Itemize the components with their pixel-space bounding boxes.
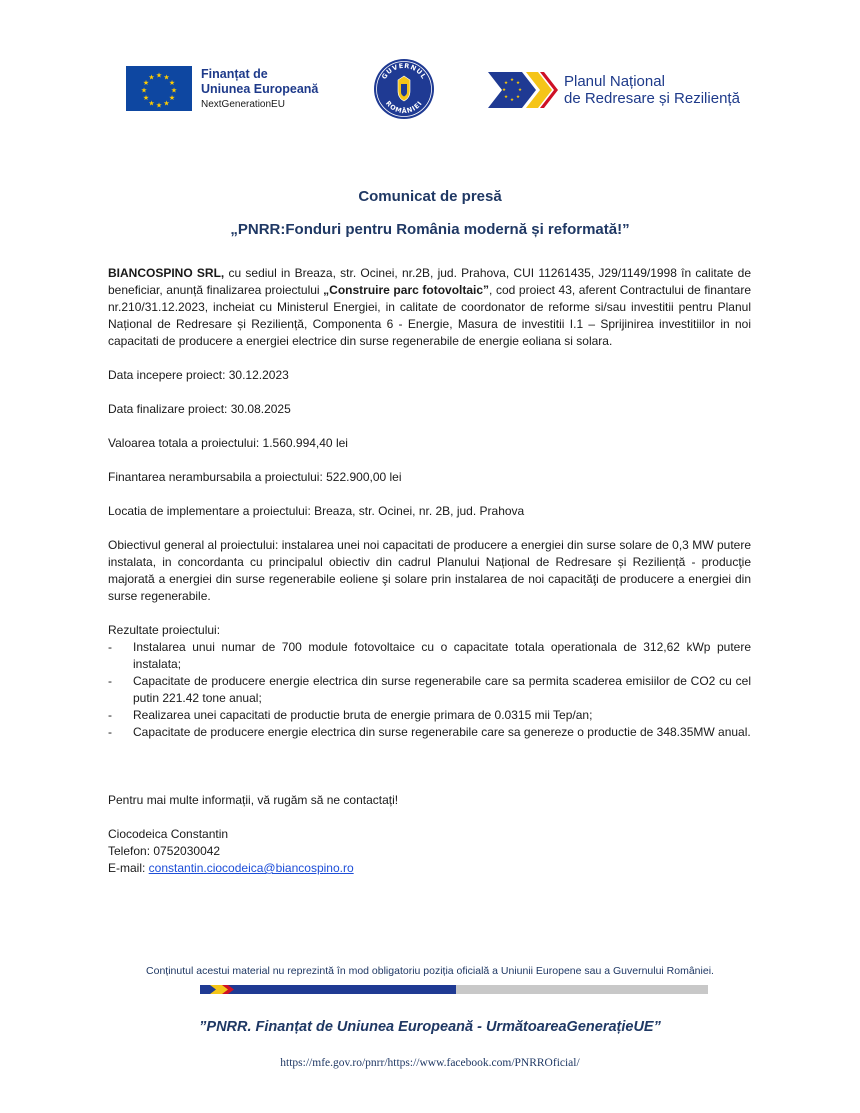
footer-disclaimer: Conținutul acestui material nu reprezintă în mod obligatoriu poziția oficială a Uniunii Europene sau a Guvernului României. xyxy=(146,965,714,977)
end-date: Data finalizare proiect: 30.08.2025 xyxy=(108,402,291,416)
list-item: - Capacitate de producere energie electrica din surse regenerabile care sa permita scaderea emisiilor de CO2 cu cel putin 221.42 tone anual; xyxy=(108,674,751,705)
svg-text:★: ★ xyxy=(148,99,155,108)
result-text: Realizarea unei capacitati de productie bruta de energie primara de 0.0315 mii Tep/an; xyxy=(133,708,593,722)
svg-text:★: ★ xyxy=(503,81,509,86)
objective-paragraph: Obiectivul general al proiectului: instalarea unei noi capacitati de producere a energiei din surse solare de 0,3 MW putere instalata, in concordanta cu principalul obiectiv din cadrul Planului Național de Redresare și Reziliență - producţie majorată a energiei din surse regenerabile eoliene şi solare prin instalarea de noi capacităţi de producere a energiei din surse regenerabile. xyxy=(108,538,751,603)
list-item: - Realizarea unei capacitati de productie bruta de energie primara de 0.0315 mii Tep/an; xyxy=(108,708,593,722)
svg-text:★: ★ xyxy=(163,73,170,82)
company-name: BIANCOSPINO SRL, xyxy=(108,266,225,280)
eu-logo-line2: Uniunea Europeană xyxy=(201,81,319,96)
list-item: - Capacitate de producere energie electrica din surse regenerabile care sa genereze o productie de 348.35MW anual. xyxy=(108,725,751,739)
result-text: Capacitate de producere energie electrica din surse regenerabile care sa permita scaderea emisiilor de CO2 cu cel putin 221.42 tone anual; xyxy=(133,674,751,705)
results-heading: Rezultate proiectului: xyxy=(108,623,221,637)
contact-email-row xyxy=(108,860,751,877)
intro-text-1: cu sediul in Breaza, str. Ocinei, nr.2B, jud. Prahova, CUI 11261435, J29/1149/1998 în calitate de beneficiar, anunță finalizarea proiectului xyxy=(108,266,751,297)
eu-flag-icon xyxy=(126,66,192,111)
eu-logo-line3: NextGenerationEU xyxy=(201,98,285,110)
result-text: Instalarea unui numar de 700 module fotovoltaice cu o capacitate totala operationala de 312,62 kWp putere instalata; xyxy=(133,640,751,671)
pnrr-logo xyxy=(488,70,740,110)
svg-text:★: ★ xyxy=(140,86,148,95)
logo-bar xyxy=(0,58,860,128)
government-seal-icon xyxy=(373,58,435,120)
svg-text:★: ★ xyxy=(509,78,515,83)
seal-bottom-text: ROMÂNIEI xyxy=(383,99,425,116)
footer-links[interactable]: https://mfe.gov.ro/pnrr/https://www.facebook.com/PNRROficial/ xyxy=(280,1057,580,1069)
location: Locatia de implementare a proiectului: Breaza, str. Ocinei, nr. 2B, jud. Prahova xyxy=(108,504,525,518)
eu-logo-line1: Finanțat de xyxy=(201,66,268,81)
contact-intro: Pentru mai multe informații, vă rugăm să ne contactați! xyxy=(108,793,399,807)
total-value: Valoarea totala a proiectului: 1.560.994,40 lei xyxy=(108,436,348,450)
intro-paragraph xyxy=(108,265,751,350)
eu-funding-logo xyxy=(126,66,318,111)
svg-text:★: ★ xyxy=(148,73,155,82)
email-link[interactable]: constantin.ciocodeica@biancospino.ro xyxy=(148,861,354,875)
intro-text-2: , cod proiect 43, aferent Contractului de finantare nr.210/31.12.2023, incheiat cu Ministerul Energiei, in calitate de coordonator de reforme si/sau investitii pentru Planul Național de Redresare și Reziliență, Componenta 6 - Energie, Masura de investitii I.1 – Sprijinirea investitiilor in noi capacitati de producere a energiei electrice din surse regenerabile de energie eoliana si solara. xyxy=(108,283,752,348)
svg-text:★: ★ xyxy=(163,99,170,108)
pnrr-logo-line1: Planul Național xyxy=(564,72,665,90)
list-item: - Instalarea unui numar de 700 module fotovoltaice cu o capacitate totala operationala de 312,62 kWp putere instalata; xyxy=(108,640,751,671)
start-date: Data incepere proiect: 30.12.2023 xyxy=(108,368,289,382)
footer-color-bar xyxy=(200,985,708,994)
svg-text:★: ★ xyxy=(503,95,509,100)
email-label: E-mail: xyxy=(108,861,149,875)
press-release-body xyxy=(108,265,751,877)
grant-value: Finantarea nerambursabila a proiectului: 522.900,00 lei xyxy=(108,470,402,484)
svg-text:★: ★ xyxy=(142,94,150,102)
contact-phone: Telefon: 0752030042 xyxy=(108,844,221,858)
svg-text:★: ★ xyxy=(155,71,163,80)
contact-name: Ciocodeica Constantin xyxy=(108,827,229,841)
svg-text:★: ★ xyxy=(142,79,150,87)
press-release-title: Comunicat de presă xyxy=(358,188,502,205)
results-list xyxy=(108,639,751,741)
result-text: Capacitate de producere energie electrica din surse regenerabile care sa genereze o productie de 348.35MW anual. xyxy=(133,725,751,739)
press-release-subtitle: „PNRR:Fonduri pentru România modernă și reformată!” xyxy=(230,221,630,238)
pnrr-logo-line2: de Redresare și Reziliență xyxy=(564,90,740,107)
svg-text:★: ★ xyxy=(517,88,523,93)
svg-text:★: ★ xyxy=(515,95,521,100)
footer-slogan: ”PNRR. Finanțat de Uniunea Europeană - UrmătoareaGenerațieUE” xyxy=(199,1019,661,1035)
pnrr-arrows-icon xyxy=(488,70,558,110)
svg-text:★: ★ xyxy=(515,81,521,86)
project-name: „Construire parc fotovoltaic” xyxy=(323,283,490,297)
svg-text:★: ★ xyxy=(501,88,507,93)
svg-text:★: ★ xyxy=(170,86,178,95)
svg-text:★: ★ xyxy=(168,79,176,87)
svg-text:★: ★ xyxy=(168,94,176,102)
svg-text:★: ★ xyxy=(509,98,515,103)
seal-top-text: GUVERNUL xyxy=(380,61,429,81)
svg-text:★: ★ xyxy=(155,101,163,110)
